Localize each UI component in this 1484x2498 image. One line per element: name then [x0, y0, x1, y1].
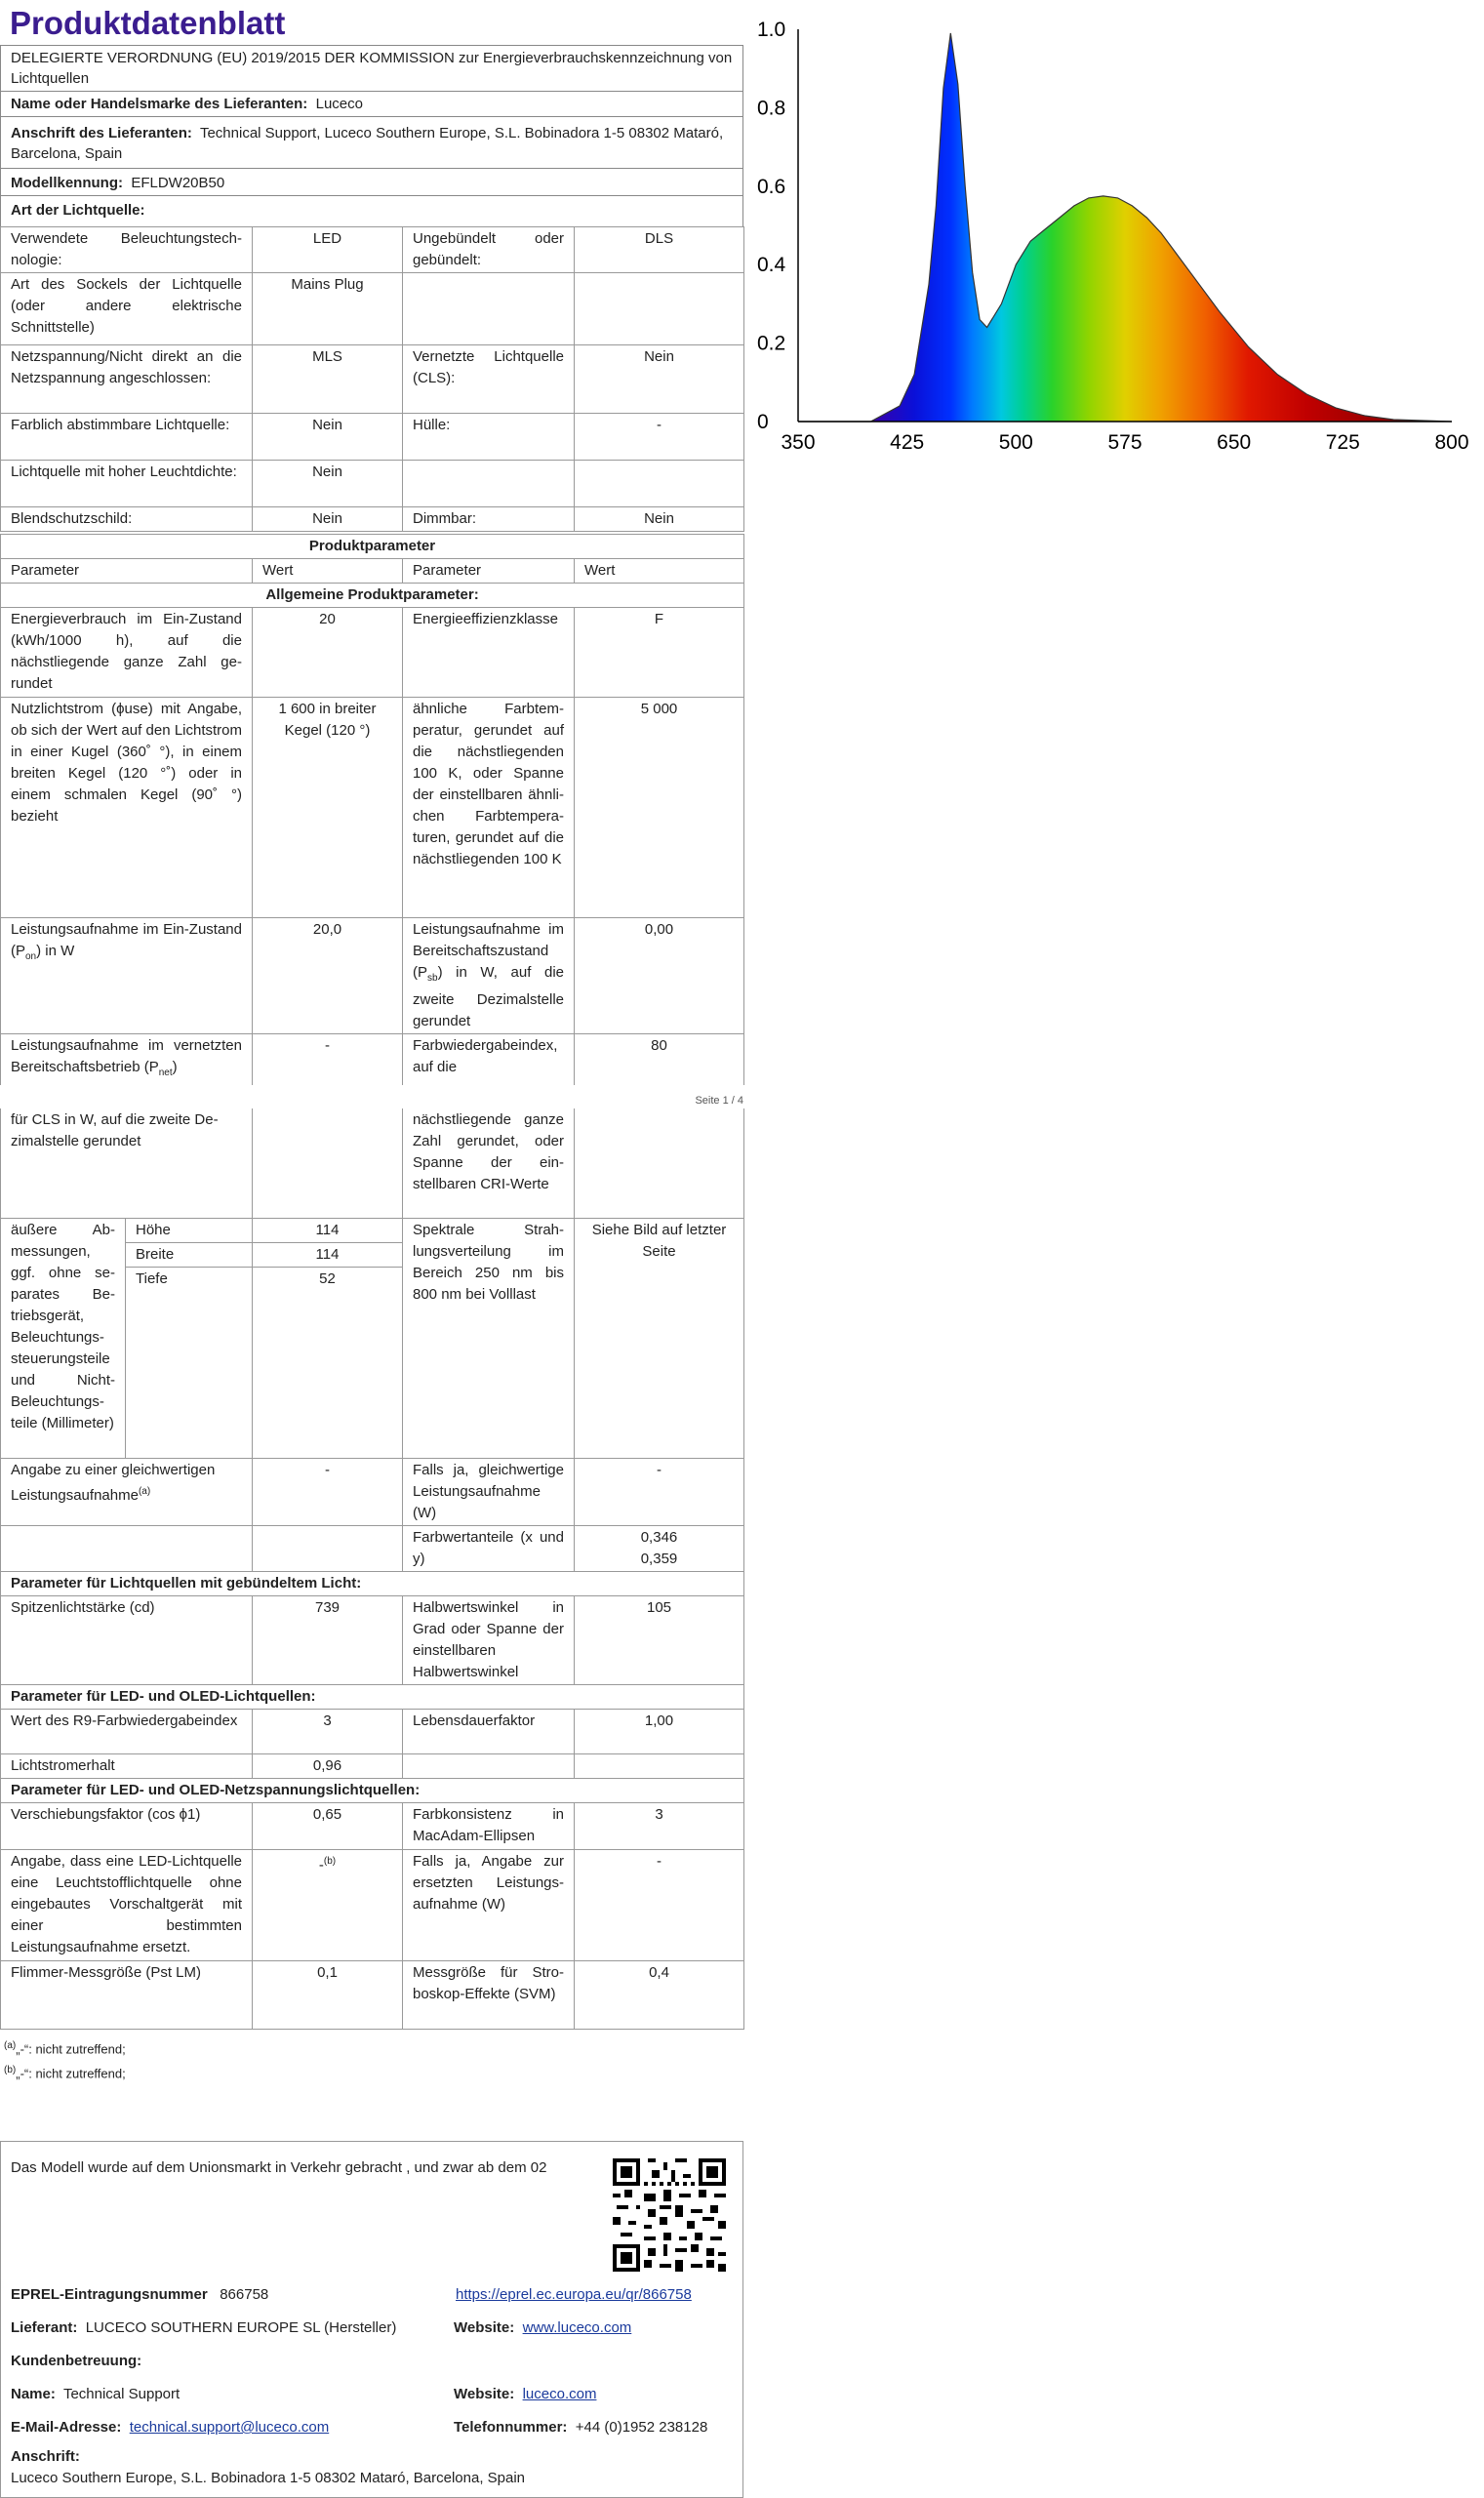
eprel-link[interactable]: https://eprel.ec.europa.eu/qr/866758	[456, 2286, 692, 2303]
dim-depth-label: Tiefe	[126, 1267, 253, 1458]
type-row	[1, 414, 744, 461]
equiv-yes-label: Falls ja, gleichwertige Leistungsaufnahme (W)	[403, 1458, 575, 1525]
product-params-table	[0, 534, 744, 1085]
model-value: EFLDW20B50	[131, 175, 225, 191]
cct-label: ähnliche Farbtemperatur, gerundet auf die nächstliegenden 100 K, oder Spanne der einstellbaren ähnlichen Farbtemperaturen, gerundet auf die nächstliegenden 100 K	[403, 698, 575, 918]
peak-intensity-value: 739	[253, 1595, 403, 1684]
y-tick-label: 0.4	[757, 254, 786, 277]
x-tick-label: 800	[1434, 431, 1469, 454]
spd-value: Siehe Bild auf letzter Seite	[575, 1218, 744, 1458]
y-tick-label: 0	[757, 411, 769, 433]
replacement-power-label: Falls ja, Angabe zur ersetzten Leistungsaufnahme (W)	[403, 1849, 575, 1960]
supplier-label: Name oder Handelsmarke des Lieferanten:	[11, 96, 308, 112]
type-label-left: Netzspannung/Nicht direkt an die Netzspannung angeschlossen:	[1, 345, 253, 414]
footnote-a: $^{(a)}$„-“: nicht zutreffend;	[4, 2039, 126, 2056]
type-row	[1, 507, 744, 532]
address-value: Technical Support, Luceco Southern Europe, S.L. Bobinadora 1-5 08302 Mataró, Barcelona, Spain	[11, 125, 724, 162]
address-row	[0, 116, 743, 168]
replacement-claim-value: -$^{(b)}$	[253, 1849, 403, 1960]
type-label-right: Dimmbar:	[403, 507, 575, 532]
footnotes	[0, 2030, 743, 2091]
general-params-title: Allgemeine Produktparameter:	[1, 584, 744, 608]
footnote-b: $^{(b)}$„-“: nicht zutreffend;	[4, 2064, 126, 2081]
replacement-power-value: -	[575, 1849, 744, 1960]
website-link[interactable]: www.luceco.com	[522, 2319, 632, 2336]
spectrum-area	[798, 29, 1452, 422]
cri-label: Farbwiedergabeindex, auf die	[403, 1034, 575, 1086]
x-tick-label: 500	[998, 431, 1033, 454]
type-value-right: -	[575, 414, 744, 461]
y-tick-label: 0.2	[757, 332, 786, 355]
page-title: Produktdatenblatt	[10, 5, 286, 41]
phone-row: Telefonnummer: +44 (0)1952 238128	[454, 2419, 708, 2436]
section-title: Produktparameter	[1, 535, 744, 559]
chromaticity-value: 0,346 0,359	[575, 1525, 744, 1571]
networked-standby-label-cont: für CLS in W, auf die zweite Dezimalstelle gerundet	[1, 1108, 253, 1218]
on-mode-power-label: Leistungsaufnahme im Ein-Zustand $(P_{on})$ in W	[1, 918, 253, 1034]
type-label-right	[403, 461, 575, 507]
type-label-left: Art des Sockels der Lichtquelle (oder andere elektrische Schnittstelle)	[1, 273, 253, 345]
type-label: Art der Lichtquelle:	[11, 202, 145, 219]
beam-angle-label: Halbwertswinkel in Grad oder Spanne der einstellbaren Halbwertswinkel	[403, 1595, 575, 1684]
lumen-maintenance-label: Lichtstromerhalt	[1, 1753, 253, 1778]
model-row	[0, 168, 743, 195]
x-tick-label: 350	[781, 431, 816, 454]
y-tick-label: 0.8	[757, 97, 786, 120]
r9-label: Wert des R9-Farbwiedergabeindex	[1, 1709, 253, 1753]
energy-consumption-value: 20	[253, 608, 403, 698]
type-label-left: Farblich abstimmbare Lichtquelle:	[1, 414, 253, 461]
lumen-maintenance-value: 0,96	[253, 1753, 403, 1778]
y-tick-label: 0.6	[757, 175, 786, 198]
type-value-right	[575, 461, 744, 507]
datasheet	[0, 0, 743, 2090]
equiv-yes-value: -	[575, 1458, 744, 1525]
email-row: E-Mail-Adresse: technical.support@luceco.com	[11, 2419, 330, 2436]
luminous-flux-label: Nutzlichtstrom (ϕuse) mit Angabe, ob sich der Wert auf den Lichtstrom in einer Kugel (360˚ °), in einem breiten Kegel (120 °˚) oder in einem schmalen Kegel (90˚ °) bezieht	[1, 698, 253, 918]
dim-width-label: Breite	[126, 1242, 253, 1267]
peak-intensity-label: Spitzenlichtstärke (cd)	[1, 1595, 253, 1684]
spectrum-chart	[747, 0, 1484, 468]
on-mode-power-value: 20,0	[253, 918, 403, 1034]
spd-label: Spektrale Strahlungsverteilung im Bereich 250 nm bis 800 nm bei Volllast	[403, 1218, 575, 1458]
power-factor-value: 0,65	[253, 1802, 403, 1849]
y-tick-label: 1.0	[757, 19, 786, 41]
chromaticity-label: Farbwertanteile (x und y)	[403, 1525, 575, 1571]
type-value-right: Nein	[575, 507, 744, 532]
footer-address: Luceco Southern Europe, S.L. Bobinadora 1-5 08302 Mataró, Barcelona, Spain	[11, 2470, 526, 2486]
equiv-power-value: -	[253, 1458, 403, 1525]
model-label: Modellkennung:	[11, 175, 123, 191]
type-value-right: Nein	[575, 345, 744, 414]
flicker-value: 0,1	[253, 1960, 403, 2029]
directional-params-title: Parameter für Lichtquellen mit gebündeltem Licht:	[1, 1571, 744, 1595]
x-tick-label: 650	[1217, 431, 1252, 454]
type-row	[1, 273, 744, 345]
page-number: Seite 1 / 4	[695, 1095, 743, 1107]
col-header-value: Wert	[253, 559, 403, 584]
type-value-right: DLS	[575, 227, 744, 273]
website2-link[interactable]: luceco.com	[522, 2386, 597, 2402]
type-row	[1, 461, 744, 507]
type-row	[1, 227, 744, 273]
regulation-text: DELEGIERTE VERORDNUNG (EU) 2019/2015 DER KOMMISSION zur Energieverbrauchskennzeichnung von Lichtquellen	[0, 45, 743, 91]
cri-label-cont: nächstliegende ganze Zahl gerundet, oder Spanne der einstellbaren CRI-Werte	[403, 1108, 575, 1218]
type-value-left: Nein	[253, 461, 403, 507]
email-link[interactable]: technical.support@luceco.com	[129, 2419, 330, 2436]
colour-consistency-value: 3	[575, 1802, 744, 1849]
dim-depth-value: 52	[253, 1267, 403, 1458]
energy-class-value: F	[575, 608, 744, 698]
equiv-power-label: Angabe zu einer gleichwertigen Leistungsaufnahme$^{(a)}$	[1, 1458, 253, 1525]
qr-code-icon[interactable]	[613, 2158, 726, 2272]
type-header	[0, 195, 743, 226]
svm-value: 0,4	[575, 1960, 744, 2029]
x-tick-label: 725	[1325, 431, 1360, 454]
type-value-left: Nein	[253, 507, 403, 532]
supplier-row: Lieferant: LUCECO SOUTHERN EUROPE SL (Hersteller)	[11, 2319, 397, 2336]
r9-value: 3	[253, 1709, 403, 1753]
led-params-title: Parameter für LED- und OLED-Lichtquellen:	[1, 1684, 744, 1709]
col-header-param: Parameter	[403, 559, 575, 584]
contact-name-row: Name: Technical Support	[11, 2386, 180, 2402]
type-value-right	[575, 273, 744, 345]
energy-consumption-label: Energieverbrauch im Ein-Zustand (kWh/1000 h), auf die nächstliegende ganze Zahl gerundet	[1, 608, 253, 698]
colour-consistency-label: Farbkonsistenz in MacAdam-Ellipsen	[403, 1802, 575, 1849]
cri-value: 80	[575, 1034, 744, 1086]
type-value-left: LED	[253, 227, 403, 273]
col-header-param: Parameter	[1, 559, 253, 584]
cct-value: 5 000	[575, 698, 744, 918]
supplier-value: Luceco	[315, 96, 363, 112]
dimensions-label: äußere Abmessungen, ggf. ohne separates Betriebsgerät, Beleuchtungssteuerungsteile und Nicht-Beleuchtungsteile (Millimeter)	[1, 1218, 126, 1458]
dim-height-label: Höhe	[126, 1218, 253, 1242]
product-params-table-continued	[0, 1108, 744, 2030]
customer-service-label: Kundenbetreuung:	[11, 2353, 142, 2369]
networked-standby-label: Leistungsaufnahme im vernetzten Bereitschaftsbetrieb $(P_{net})$	[1, 1034, 253, 1086]
type-row	[1, 345, 744, 414]
luminous-flux-value: 1 600 in breiter Kegel (120 °)	[253, 698, 403, 918]
svm-label: Messgröße für Stroboskop-Effekte (SVM)	[403, 1960, 575, 2029]
eprel-row: EPREL-Eintragungsnummer 866758	[11, 2286, 269, 2303]
survival-factor-label: Lebensdauerfaktor	[403, 1709, 575, 1753]
survival-factor-value: 1,00	[575, 1709, 744, 1753]
power-factor-label: Verschiebungsfaktor (cos ϕ1)	[1, 1802, 253, 1849]
dim-width-value: 114	[253, 1242, 403, 1267]
market-text: Das Modell wurde auf dem Unionsmarkt in Verkehr gebracht , und zwar ab dem 02	[11, 2159, 547, 2176]
type-table	[0, 226, 744, 532]
type-label-right: Hülle:	[403, 414, 575, 461]
type-label-right: Ungebündelt oder gebündelt:	[403, 227, 575, 273]
address-label: Anschrift des Lieferanten:	[11, 125, 192, 141]
col-header-value: Wert	[575, 559, 744, 584]
dim-height-value: 114	[253, 1218, 403, 1242]
energy-class-label: Energieeffizienzklasse	[403, 608, 575, 698]
standby-power-label: Leistungsaufnahme im Bereitschaftszustand $(P_{sb})$ in W, auf die zweite Dezimalstelle gerundet	[403, 918, 575, 1034]
address-label-row: Anschrift:	[11, 2448, 80, 2465]
networked-standby-value: -	[253, 1034, 403, 1086]
type-value-left: MLS	[253, 345, 403, 414]
x-tick-label: 575	[1107, 431, 1143, 454]
website2-row: Website: luceco.com	[454, 2386, 597, 2402]
type-label-left: Verwendete Beleuchtungstechnologie:	[1, 227, 253, 273]
supplier-row	[0, 91, 743, 116]
type-value-left: Mains Plug	[253, 273, 403, 345]
standby-power-value: 0,00	[575, 918, 744, 1034]
beam-angle-value: 105	[575, 1595, 744, 1684]
type-label-left: Blendschutzschild:	[1, 507, 253, 532]
replacement-claim-label: Angabe, dass eine LED-Lichtquelle eine Leuchtstofflichtquelle ohne eingebautes Vorschaltgerät mit einer bestimmten Leistungsaufnahme ersetzt.	[1, 1849, 253, 1960]
type-label-right: Vernetzte Lichtquelle (CLS):	[403, 345, 575, 414]
type-value-left: Nein	[253, 414, 403, 461]
mains-led-params-title: Parameter für LED- und OLED-Netzspannungslichtquellen:	[1, 1778, 744, 1802]
x-tick-label: 425	[890, 431, 925, 454]
type-label-left: Lichtquelle mit hoher Leuchtdichte:	[1, 461, 253, 507]
website-row: Website: www.luceco.com	[454, 2319, 632, 2336]
flicker-label: Flimmer-Messgröße (Pst LM)	[1, 1960, 253, 2029]
type-label-right	[403, 273, 575, 345]
